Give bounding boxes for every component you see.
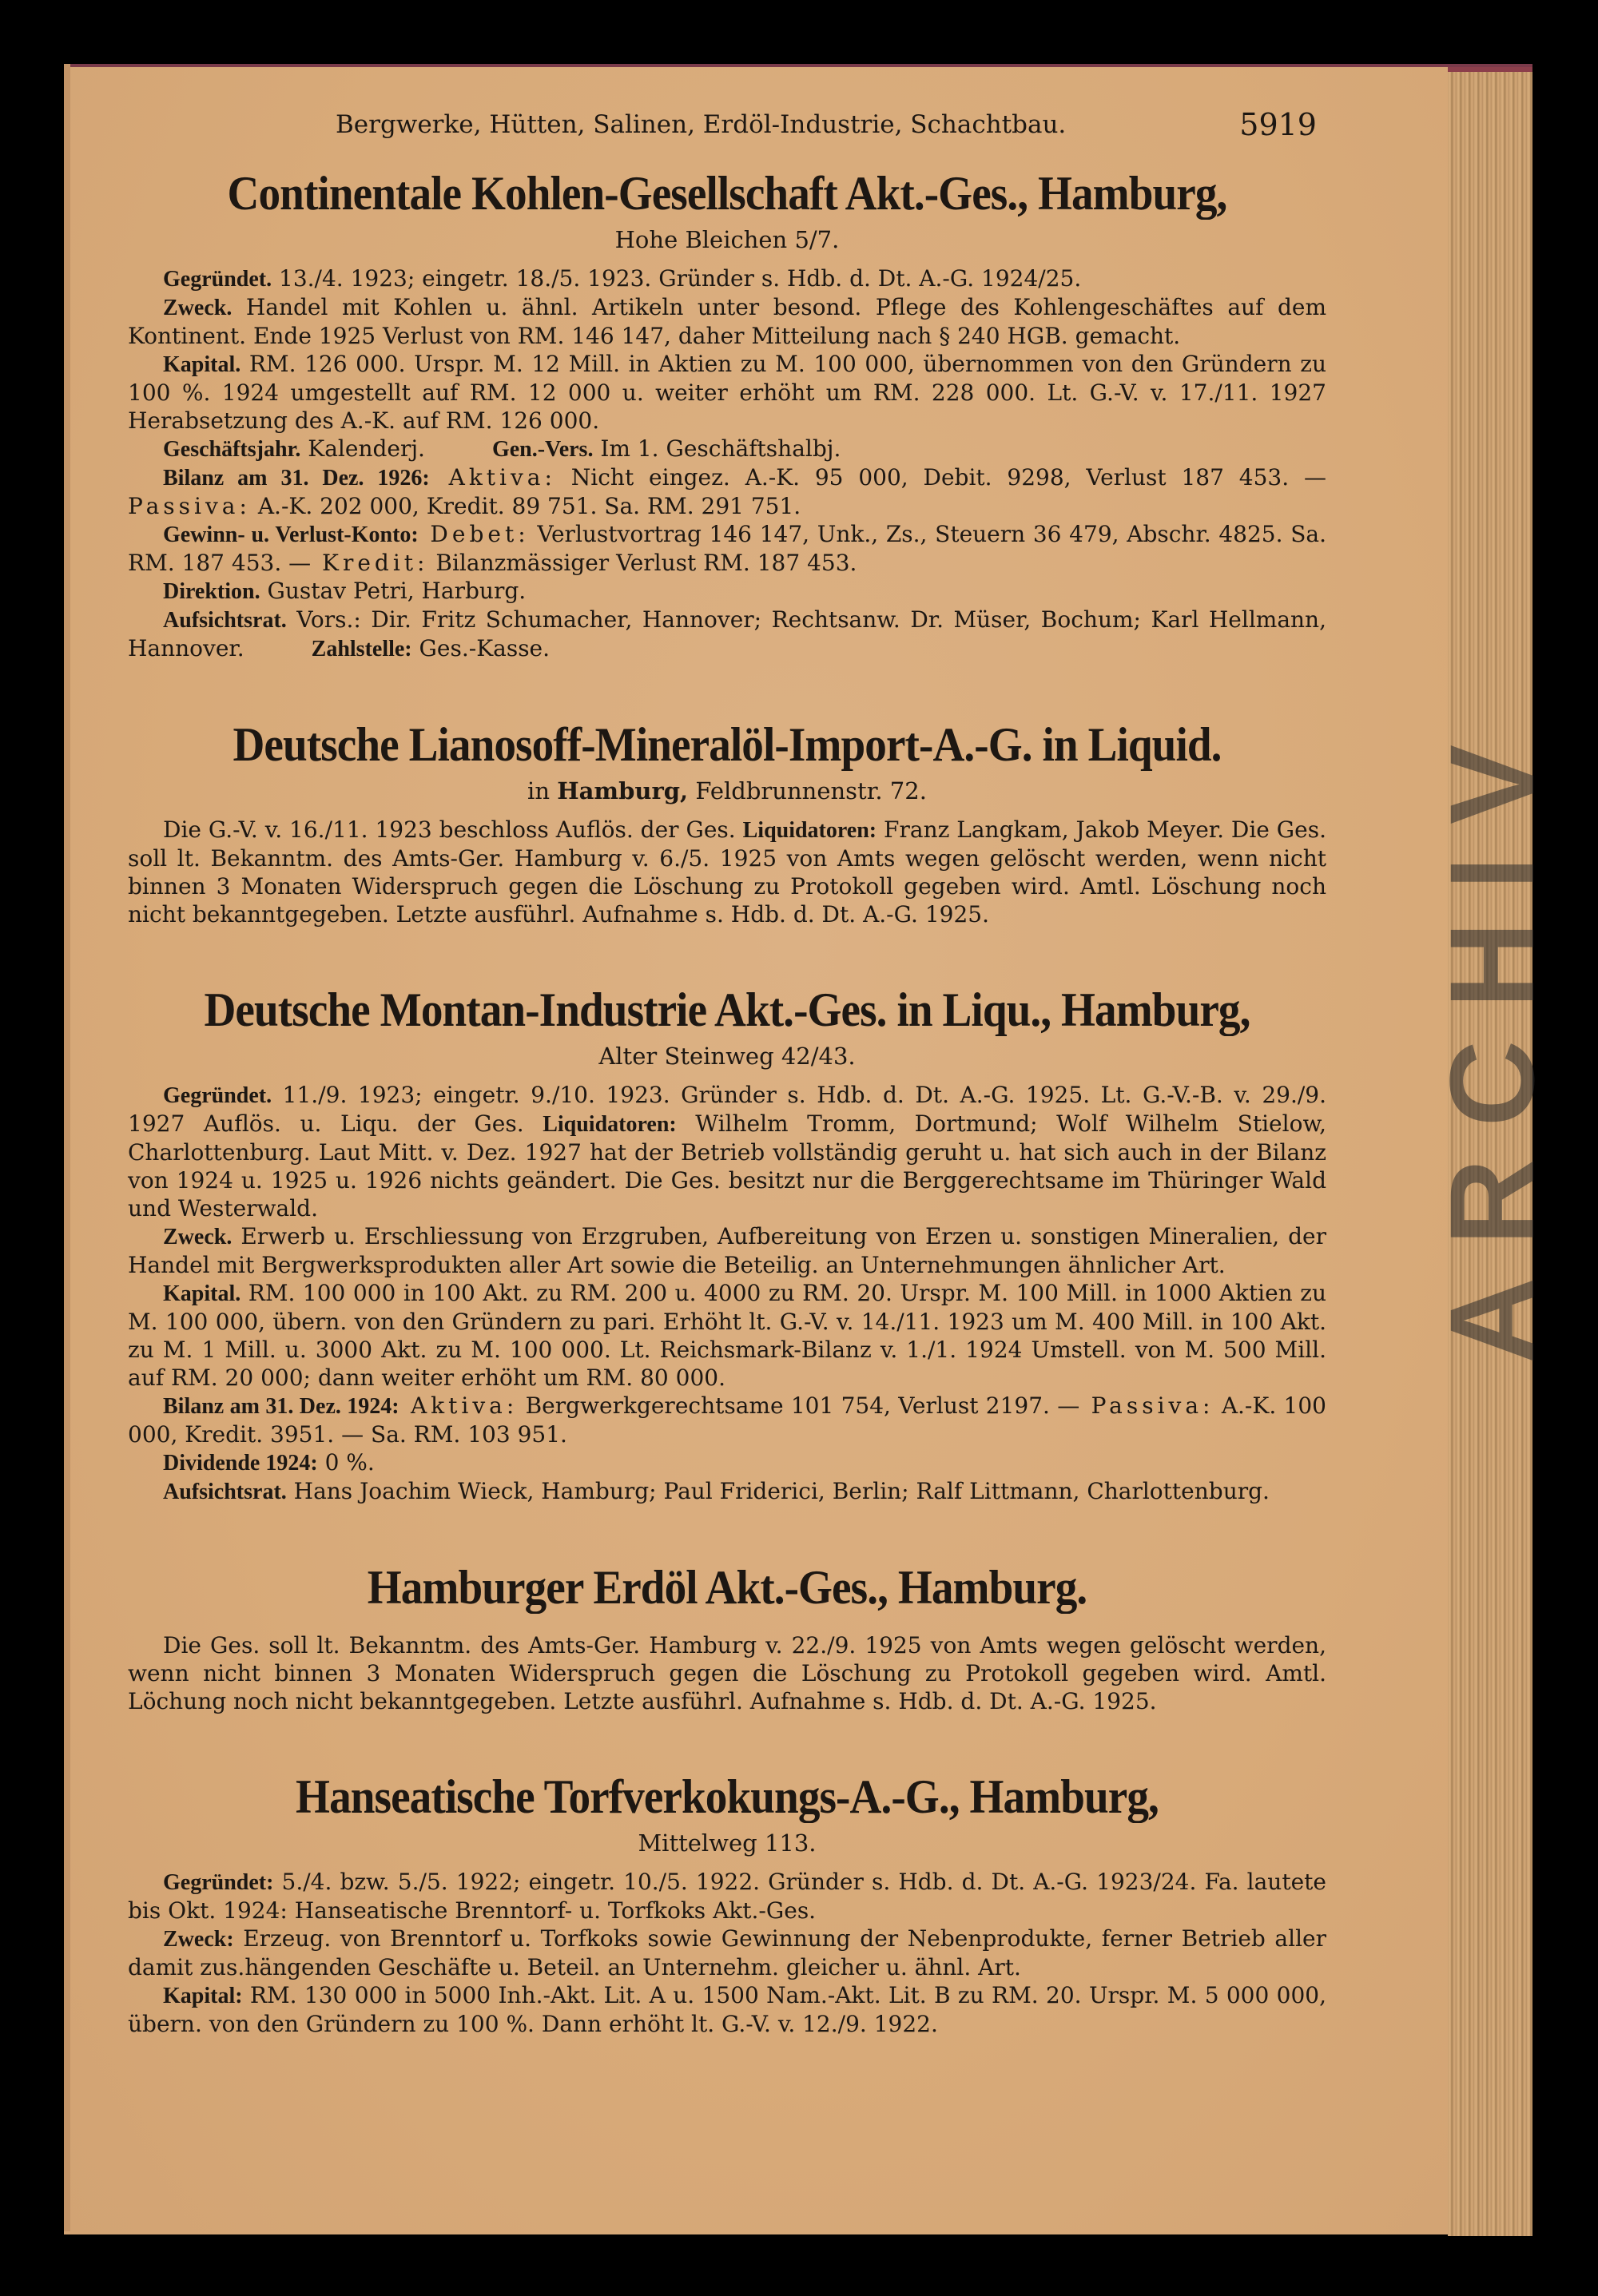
spaced-label: Debet: [418,521,530,547]
company-entry [128,1560,1326,1715]
entry-paragraph [128,1868,1326,1925]
entry-paragraph [128,577,1326,606]
spaced-label: Passiva: [128,493,251,519]
entry-paragraph [128,293,1326,350]
field-label: Aufsichtsrat. [163,1480,287,1504]
field-text: Ges.-Kasse. [411,635,551,661]
company-address: Mittelweg 113. [638,1829,817,1857]
entry-paragraph [128,1392,1326,1448]
entry-paragraph [128,1631,1326,1715]
field-text: Handel mit Kohlen u. ähnl. Artikeln unter besond. Pflege des Kohlengeschäftes auf dem Kontinent. Ende 1925 Verlust von RM. 146 147, daher Mitteilung nach § 240 HGB. gemacht. [128,294,1326,349]
entry-paragraph [128,1279,1326,1392]
field-text: A.-K. 100 000, Kredit. 3951. — Sa. RM. 103 951. [128,1392,1326,1448]
field-text: Bilanzmässiger Verlust RM. 187 453. [428,550,857,576]
address-city: Hamburg, [557,777,689,804]
field-label: Kapital. [163,352,241,377]
field-text: Erzeug. von Brenntorf u. Torfkoks sowie Gewinnung der Nebenprodukte, ferner Betrieb aller damit zus.hängenden Geschäfte u. Beteil. an Unternehm. gleicher u. ähnl. Art. [128,1925,1326,1980]
field-label: Liquidatoren: [742,818,877,843]
spaced-label: Aktiva: [429,464,556,491]
field-label: Zweck. [163,1225,233,1249]
field-text: Vors.: Dir. Fritz Schumacher, Hannover; Rechtsanw. Dr. Müser, Bochum; Karl Hellmann, Hannover. [128,606,1326,661]
entry-paragraph [128,350,1326,435]
entry-paragraph [128,463,1326,520]
field-text: Bergwerkgerechtsame 101 754, Verlust 2197. — [518,1392,1080,1419]
field-text: RM. 130 000 in 5000 Inh.-Akt. Lit. A u. 1500 Nam.-Akt. Lit. B zu RM. 20. Urspr. M. 5 000 000, übern. von den Gründern zu 100 %. Dann erhöht lt. G.-V. v. 12./9. 1922. [128,1982,1326,2037]
field-label: Zahlstelle: [311,637,412,661]
field-label: Gen.-Vers. [491,437,594,462]
field-text: 0 %. [317,1449,375,1476]
spaced-label: Kredit: [311,550,429,576]
company-address: Hohe Bleichen 5/7. [614,226,840,253]
company-name: Hanseatische Torfverkokungs-A.-G., Hamburg, [296,1770,1159,1823]
field-text: RM. 126 000. Urspr. M. 12 Mill. in Aktien zu M. 100 000, übernommen von den Gründern zu 100 %. 1924 umgestellt auf RM. 12 000 u. weiter erhöht um RM. 228 000. Lt. G.-V. v. 17./11. 1927 Herabsetzung des A.-K. auf RM. 126 000. [128,351,1326,434]
field-label: Aufsichtsrat. [163,608,287,633]
field-text: A.-K. 202 000, Kredit. 89 751. Sa. RM. 291 751. [250,493,801,519]
field-text: Erwerb u. Erschliessung von Erzgruben, Aufbereitung von Erzen u. sonstigen Mineralien, der Handel mit Bergwerksprodukten aller Art sowie die Beteilig. an Unternehmungen ähnlicher Art. [128,1223,1326,1278]
field-label: Dividende 1924: [163,1451,318,1476]
page-content [128,104,1326,2038]
address-prefix: in [527,777,550,804]
field-text: Im 1. Geschäftshalbj. [593,435,841,462]
field-label: Gegründet. [163,1083,272,1108]
field-label: Gegründet. [163,267,272,292]
edge-stamp [1424,240,1559,1837]
field-text: Franz Langkam, Jakob Meyer. Die Ges. soll lt. Bekanntm. des Amts-Ger. Hamburg v. 6./5. 1925 von Amts wegen gelöscht werden, wenn nicht binnen 3 Monaten Widerspruch gegen die Löschung zu Protokoll gegeben wird. Amtl. Löschung noch nicht bekanntgegeben. Letzte ausführl. Aufnahme s. Hdb. d. Dt. A.-G. 1925. [128,816,1327,928]
edge-stamp-text: ARCHIV [1424,713,1559,1364]
spaced-label: Passiva: [1079,1392,1214,1419]
field-label: Gegründet: [163,1870,274,1895]
company-name: Deutsche Lianosoff-Mineralöl-Import-A.-G. in Liquid. [233,718,1222,771]
field-text: 5./4. bzw. 5./5. 1922; eingetr. 10./5. 1922. Gründer s. Hdb. d. Dt. A.-G. 1923/24. Fa. lautete bis Okt. 1924: Hanseatische Brenntorf- u. Torfkoks Akt.-Ges. [128,1869,1326,1924]
field-text: Die Ges. soll lt. Bekanntm. des Amts-Ger. Hamburg v. 22./9. 1925 von Amts wegen gelöscht werden, wenn nicht binnen 3 Monaten Widerspruch gegen die Löschung zu Protokoll gegeben wird. Amtl. Löchung noch nicht bekanntgegeben. Letzte ausführl. Aufnahme s. Hdb. d. Dt. A.-G. 1925. [128,1632,1326,1714]
field-label: Bilanz am 31. Dez. 1924: [163,1394,400,1419]
entry-paragraph [128,1222,1326,1279]
entry-paragraph [128,1477,1326,1506]
field-text: RM. 100 000 in 100 Akt. zu RM. 200 u. 4000 zu RM. 20. Urspr. M. 100 Mill. in 1000 Aktien zu M. 100 000, übern. von den Gründern zu pari. Erhöht lt. G.-V. v. 14./11. 1923 um M. 400 Mill. in 100 Akt. zu M. 1 Mill. u. 3000 Akt. zu M. 100 000. Lt. Reichsmark-Bilanz v. 1./1. 1924 Umstell. von M. 500 Mill. auf RM. 20 000; dann weiter erhöht um RM. 80 000. [128,1280,1326,1391]
field-label: Zweck. [163,296,233,320]
page-gutter [64,64,70,2231]
company-entry [128,166,1326,663]
entry-paragraph [128,264,1326,293]
field-text: Verlustvortrag 146 147, Unk., Zs., Steuern 36 479, Abschr. 4825. Sa. RM. 187 453. — [128,521,1326,576]
running-head [128,104,1326,144]
field-label: Liquidatoren: [543,1112,677,1137]
spaced-label: Aktiva: [399,1392,519,1419]
entry-paragraph [128,1448,1326,1477]
field-text: 13./4. 1923; eingetr. 18./5. 1923. Gründer s. Hdb. d. Dt. A.-G. 1924/25. [272,265,1082,292]
field-label: Kapital. [163,1281,241,1306]
company-entry [128,1770,1326,2038]
field-label: Bilanz am 31. Dez. 1926: [163,466,430,491]
entry-paragraph [128,816,1326,928]
field-text: 11./9. 1923; eingetr. 9./10. 1923. Gründer s. Hdb. d. Dt. A.-G. 1925. Lt. G.-V.-B. v. 29./9. 1927 Auflös. u. Liqu. der Ges. [128,1082,1326,1137]
company-address [128,777,1326,804]
field-text: Kalenderj. [300,435,425,462]
company-name: Hamburger Erdöl Akt.-Ges., Hamburg. [367,1561,1087,1614]
field-label: Direktion. [163,579,260,604]
field-label: Zweck: [163,1927,234,1952]
company-name: Deutsche Montan-Industrie Akt.-Ges. in Liqu., Hamburg, [204,983,1250,1036]
company-name: Continentale Kohlen-Gesellschaft Akt.-Ges., Hamburg, [227,167,1227,220]
field-text: Die G.-V. v. 16./11. 1923 beschloss Auflös. der Ges. [163,816,736,843]
entry-paragraph [128,1081,1326,1222]
entry-paragraph [128,435,1326,463]
running-head-title: Bergwerke, Hütten, Salinen, Erdöl-Industrie, Schachtbau. [336,110,1067,139]
company-entry [128,983,1326,1506]
field-label: Gewinn- u. Verlust-Konto: [163,522,419,547]
page-number: 5919 [1239,107,1317,142]
company-address: Alter Steinweg 42/43. [598,1043,856,1070]
field-label: Kapital: [163,1984,243,2008]
entry-paragraph [128,1981,1326,2038]
company-entry [128,717,1326,928]
field-label: Geschäftsjahr. [163,437,301,462]
field-text: Hans Joachim Wieck, Hamburg; Paul Friderici, Berlin; Ralf Littmann, Charlottenburg. [286,1478,1270,1504]
field-text: Nicht eingez. A.-K. 95 000, Debit. 9298, Verlust 187 453. — [555,464,1326,491]
entry-paragraph [128,606,1326,663]
field-text: Gustav Petri, Harburg. [260,578,527,604]
field-text: Wilhelm Tromm, Dortmund; Wolf Wilhelm Stielow, Charlottenburg. Laut Mitt. v. Dez. 1927 hat der Betrieb vollständig geruht u. hat sich auch in der Bilanz von 1924 u. 1925 u. 1926 nichts geändert. Die Ges. besitzt nur die Berggerechtsame im Thüringer Wald und Westerwald. [128,1110,1326,1221]
address-street: Feldbrunnenstr. 72. [695,777,927,804]
entry-paragraph [128,1925,1326,1981]
entry-paragraph [128,520,1326,577]
